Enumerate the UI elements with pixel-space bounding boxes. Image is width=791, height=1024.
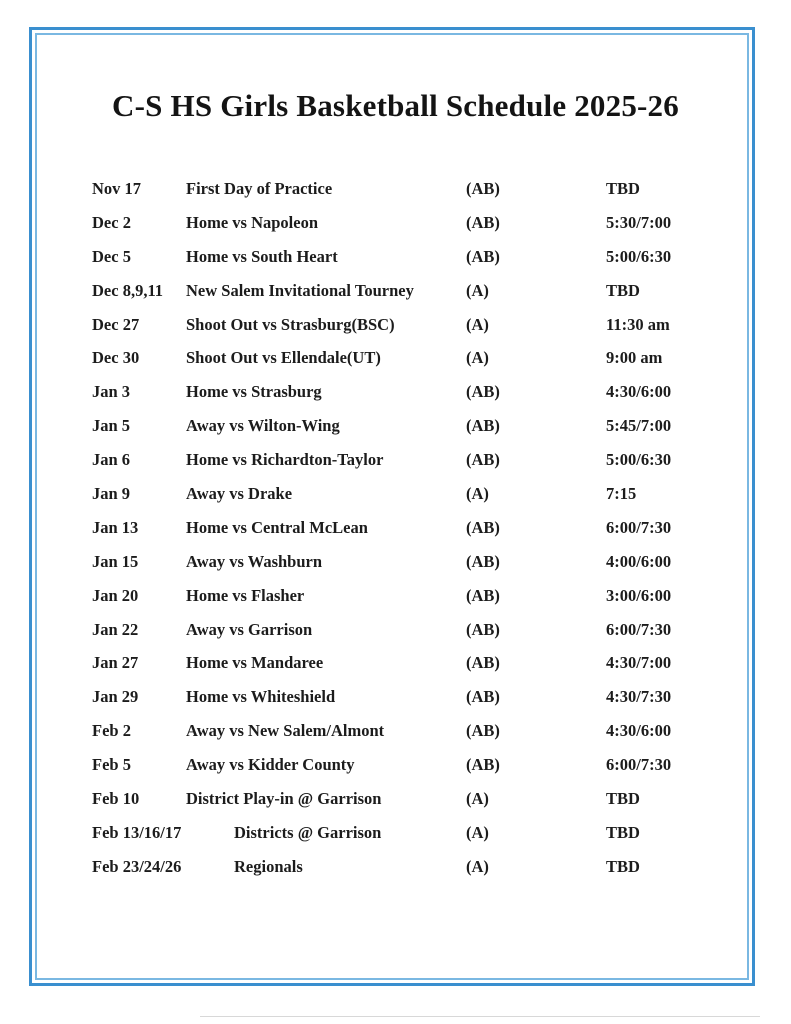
- row-date: Dec 27: [92, 314, 140, 334]
- row-team: (AB): [466, 619, 500, 639]
- schedule-row: [0, 443, 791, 477]
- row-event: Home vs Flasher: [186, 585, 305, 605]
- schedule-row: [0, 206, 791, 240]
- schedule-row: [0, 579, 791, 613]
- row-team: (AB): [466, 212, 500, 232]
- row-event: Home vs Mandaree: [186, 653, 324, 673]
- row-time: 5:00/6:30: [606, 450, 672, 470]
- row-time: 6:00/7:30: [606, 517, 672, 537]
- row-time: 4:30/7:30: [606, 687, 672, 707]
- row-team: (A): [466, 789, 489, 809]
- row-event: Home vs Napoleon: [186, 212, 318, 232]
- row-event: Shoot Out vs Ellendale(UT): [186, 348, 381, 368]
- row-date: Jan 6: [92, 450, 131, 470]
- row-time: TBD: [606, 280, 640, 300]
- row-date: Nov 17: [92, 179, 142, 198]
- row-event: Away vs Washburn: [186, 551, 323, 571]
- row-team: (AB): [466, 382, 500, 402]
- schedule-row: [0, 816, 791, 850]
- row-event: Away vs Garrison: [186, 619, 313, 639]
- schedule-row: [0, 240, 791, 274]
- schedule-row: [0, 274, 791, 308]
- schedule-row: [0, 714, 791, 748]
- row-date: Jan 13: [92, 517, 139, 537]
- row-date: Jan 15: [92, 551, 139, 571]
- row-team: (AB): [466, 179, 500, 198]
- row-time: 4:30/6:00: [606, 721, 672, 741]
- row-date: Dec 8,9,11: [92, 280, 164, 300]
- schedule-row: [0, 341, 791, 375]
- row-time: 5:00/6:30: [606, 246, 672, 266]
- row-time: 5:30/7:00: [606, 212, 672, 232]
- row-time: TBD: [606, 789, 640, 809]
- row-team: (AB): [466, 653, 500, 673]
- row-team: (AB): [466, 721, 500, 741]
- schedule-row: [0, 613, 791, 647]
- row-event: Regionals: [234, 856, 303, 876]
- row-date: Dec 2: [92, 212, 131, 232]
- row-team: (A): [466, 822, 489, 842]
- row-date: Feb 23/24/26: [92, 856, 182, 876]
- row-team: (A): [466, 348, 489, 368]
- row-time: 7:15: [606, 484, 637, 504]
- row-time: 4:30/7:00: [606, 653, 672, 673]
- page-title: C-S HS Girls Basketball Schedule 2025-26: [112, 88, 679, 123]
- row-team: (A): [466, 484, 489, 504]
- row-team: (AB): [466, 517, 500, 537]
- row-team: (AB): [466, 246, 500, 266]
- row-event: Districts @ Garrison: [234, 822, 382, 842]
- row-event: Home vs Strasburg: [186, 382, 322, 402]
- row-date: Jan 29: [92, 687, 139, 707]
- schedule-row: [0, 172, 791, 206]
- row-team: (AB): [466, 416, 500, 436]
- row-time: TBD: [606, 856, 640, 876]
- row-team: (AB): [466, 585, 500, 605]
- row-event: New Salem Invitational Tourney: [186, 280, 414, 300]
- row-event: Away vs Wilton-Wing: [186, 416, 340, 436]
- row-date: Jan 20: [92, 585, 139, 605]
- row-event: Home vs Central McLean: [186, 517, 368, 537]
- row-time: TBD: [606, 822, 640, 842]
- row-date: Jan 9: [92, 484, 131, 504]
- row-team: (A): [466, 856, 489, 876]
- row-event: Away vs Drake: [186, 484, 293, 504]
- scan-edge-line: [200, 1016, 760, 1017]
- row-team: (AB): [466, 551, 500, 571]
- schedule-row: [0, 375, 791, 409]
- row-time: 6:00/7:30: [606, 619, 672, 639]
- schedule-row: [0, 748, 791, 782]
- schedule-row: [0, 646, 791, 680]
- row-date: Jan 5: [92, 416, 131, 436]
- row-event: District Play-in @ Garrison: [186, 789, 382, 809]
- schedule-row: [0, 545, 791, 579]
- row-team: (A): [466, 314, 489, 334]
- row-team: (AB): [466, 687, 500, 707]
- schedule-row: [0, 308, 791, 342]
- row-team: (AB): [466, 755, 500, 775]
- row-date: Dec 5: [92, 246, 131, 266]
- row-date: Jan 22: [92, 619, 139, 639]
- schedule-row: [0, 850, 791, 884]
- row-date: Feb 13/16/17: [92, 822, 182, 842]
- row-time: 9:00 am: [606, 348, 663, 368]
- row-team: (A): [466, 280, 489, 300]
- row-event: First Day of Practice: [186, 179, 333, 198]
- row-time: 3:00/6:00: [606, 585, 672, 605]
- schedule-row: [0, 511, 791, 545]
- schedule-table: [0, 172, 791, 884]
- schedule-row: [0, 680, 791, 714]
- row-time: 6:00/7:30: [606, 755, 672, 775]
- row-event: Away vs New Salem/Almont: [186, 721, 385, 741]
- row-event: Shoot Out vs Strasburg(BSC): [186, 314, 395, 334]
- row-event: Home vs South Heart: [186, 246, 338, 266]
- row-date: Dec 30: [92, 348, 140, 368]
- schedule-row: [0, 782, 791, 816]
- row-date: Feb 10: [92, 789, 140, 809]
- row-team: (AB): [466, 450, 500, 470]
- schedule-row: [0, 477, 791, 511]
- row-event: Home vs Richardton-Taylor: [186, 450, 384, 470]
- row-time: 4:30/6:00: [606, 382, 672, 402]
- row-event: Away vs Kidder County: [186, 755, 355, 775]
- row-time: 11:30 am: [606, 314, 670, 334]
- row-date: Feb 2: [92, 721, 131, 741]
- row-time: 4:00/6:00: [606, 551, 672, 571]
- row-time: 5:45/7:00: [606, 416, 672, 436]
- row-event: Home vs Whiteshield: [186, 687, 336, 707]
- row-date: Feb 5: [92, 755, 131, 775]
- row-date: Jan 3: [92, 382, 131, 402]
- row-date: Jan 27: [92, 653, 139, 673]
- row-time: TBD: [606, 179, 640, 198]
- schedule-row: [0, 409, 791, 443]
